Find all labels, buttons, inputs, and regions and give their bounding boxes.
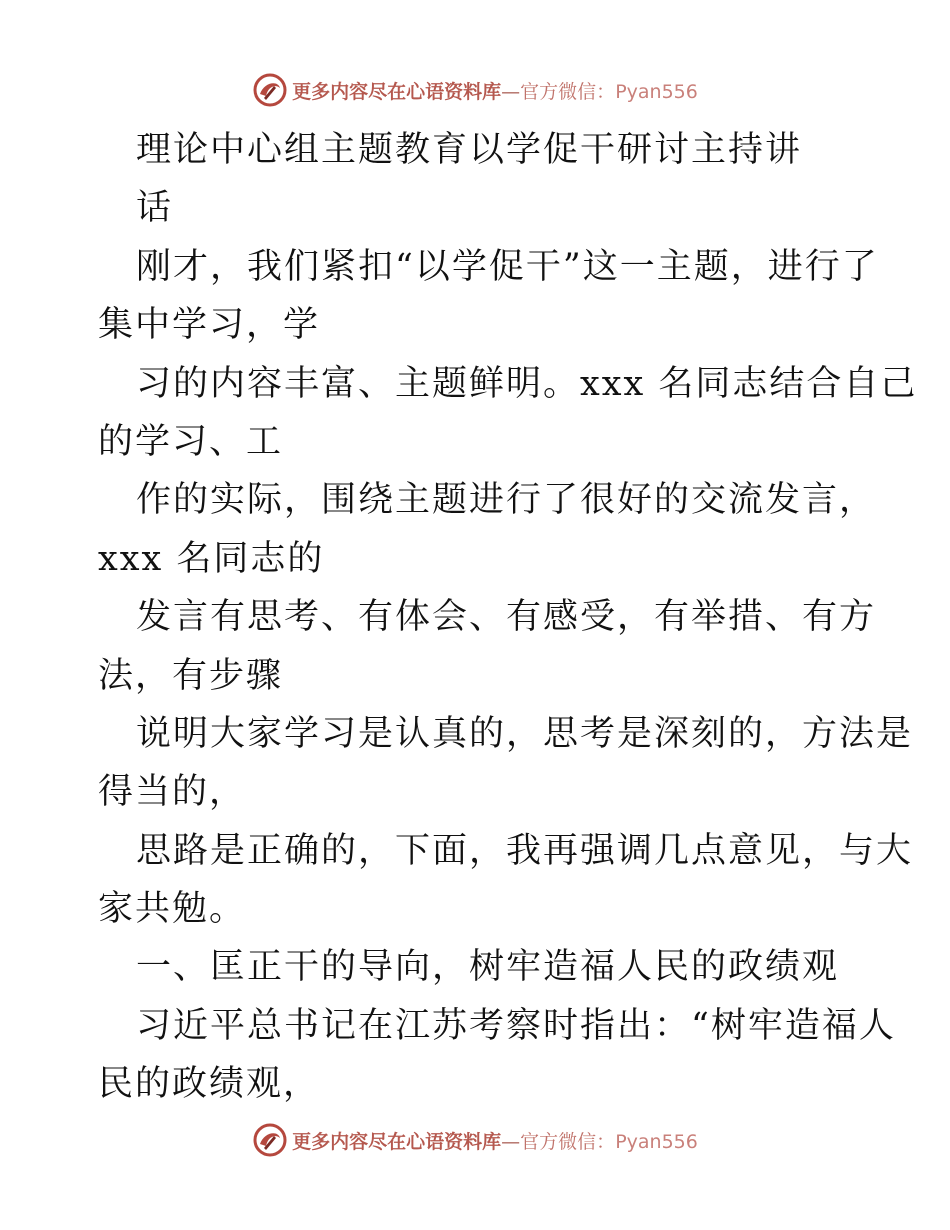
watermark-site: 更多内容尽在心语资料库 xyxy=(292,80,502,103)
paragraph-line: 集中学习，学 xyxy=(98,305,321,346)
watermark-account-label: 官方微信： xyxy=(520,1130,616,1153)
watermark-text xyxy=(292,1127,698,1154)
footer-watermark xyxy=(0,1120,950,1160)
document-body xyxy=(98,121,918,1114)
watermark-account-label: 官方微信： xyxy=(520,80,616,103)
watermark-dash: — xyxy=(501,1130,521,1153)
header-watermark xyxy=(0,70,950,110)
watermark-account: Pyan556 xyxy=(615,1130,698,1153)
document-title-line-2: 话 xyxy=(136,188,174,229)
paragraph-line: 思路是正确的，下面，我再强调几点意见，与大 xyxy=(136,830,914,871)
watermark-account: Pyan556 xyxy=(615,80,698,103)
paragraph-line: 法，有步骤 xyxy=(98,655,284,696)
paragraph-line: 得当的， xyxy=(98,772,247,813)
paragraph-line: 说明大家学习是认真的，思考是深刻的，方法是 xyxy=(136,713,914,754)
watermark-text xyxy=(292,77,698,104)
paragraph-line: 的学习、工 xyxy=(98,421,284,462)
paragraph-line: 民的政绩观， xyxy=(98,1064,321,1105)
watermark-dash: — xyxy=(501,80,521,103)
paragraph-line: 习的内容丰富、主题鲜明。xxx 名同志结合自己 xyxy=(136,363,918,404)
red-swirl-logo-icon xyxy=(252,72,288,108)
document-title-line-1: 理论中心组主题教育以学促干研讨主持讲 xyxy=(136,130,803,170)
paragraph-line: 刚才，我们紧扣“以学促干”这一主题，进行了 xyxy=(136,246,879,287)
paragraph-line: 作的实际，围绕主题进行了很好的交流发言， xyxy=(136,480,877,521)
section-heading: 一、匡正干的导向，树牢造福人民的政绩观 xyxy=(136,947,840,988)
paragraph-line: xxx 名同志的 xyxy=(98,538,325,579)
paragraph-line: 习近平总书记在江苏考察时指出：“树牢造福人 xyxy=(136,1005,896,1046)
paragraph-line: 发言有思考、有体会、有感受，有举措、有方 xyxy=(136,597,877,638)
paragraph-line: 家共勉。 xyxy=(98,889,247,930)
watermark-site: 更多内容尽在心语资料库 xyxy=(292,1130,502,1153)
red-swirl-logo-icon xyxy=(252,1122,288,1158)
